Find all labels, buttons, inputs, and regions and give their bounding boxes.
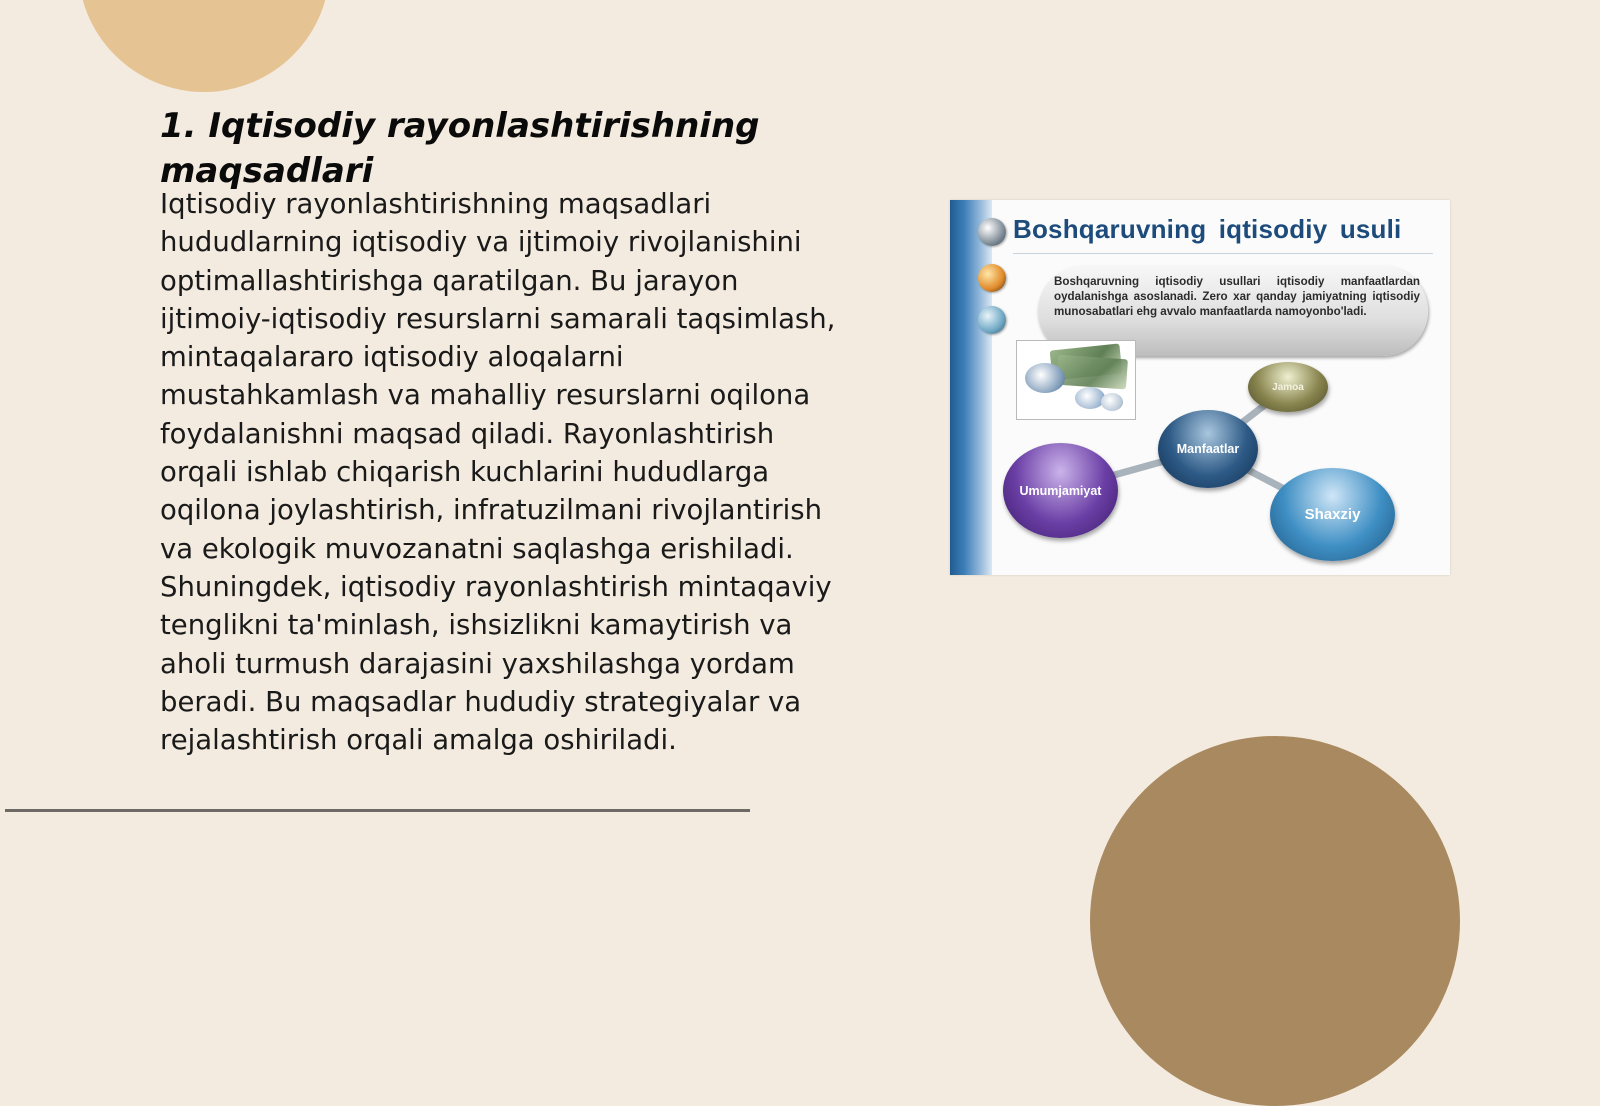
decorative-divider-line: [5, 809, 750, 812]
decorative-circle-top: [78, 0, 330, 92]
node-umumjamiyat: Umumjamiyat: [1003, 443, 1118, 538]
slide-callout-text: Boshqaruvning iqtisodiy usullari iqtisodiy manfaatlardan oydalanishga asoslanadi. Zero xar qanday jamiyatning iqtisodiy munosabatlari ehg avvalo manfaatlarda namoyonbo'ladi.: [1054, 275, 1420, 318]
embedded-slide-image: [950, 200, 1450, 575]
node-jamoa: Jamoa: [1248, 362, 1328, 412]
slide-title: Boshqaruvning iqtisodiy usuli: [1013, 214, 1402, 244]
body-paragraph: Iqtisodiy rayonlashtirishning maqsadlari hududlarning iqtisodiy va ijtimoiy rivojlanishini optimallashtirishga qaratilgan. Bu jarayon ijtimoiy-iqtisodiy resurslarni samarali taqsimlash, mintaqalararo iqtisodiy aloqalarni mustahkamlash va mahalliy resurslarni oqilona foydalanishni maqsad qiladi. Rayonlashtirish orqali ishlab chiqarish kuchlarini hududlarga oqilona joylashtirish, infratuzilmani rivojlantirish va ekologik muvozanatni saqlashga erishiladi. Shuningdek, iqtisodiy rayonlashtirish mintaqaviy tenglikni ta'minlash, ishsizlikni kamaytirish va aholi turmush darajasini yaxshilashga yordam beradi. Bu maqsadlar hududiy strategiyalar va rejalashtirish orqali amalga oshiriladi.: [160, 188, 836, 757]
node-shaxziy: Shaxziy: [1270, 468, 1395, 561]
page-title: 1. Iqtisodiy rayonlashtirishning maqsadlari: [160, 106, 760, 191]
decorative-circle-bottom: [1090, 736, 1460, 1106]
node-manfaatlar: Manfaatlar: [1158, 410, 1258, 488]
